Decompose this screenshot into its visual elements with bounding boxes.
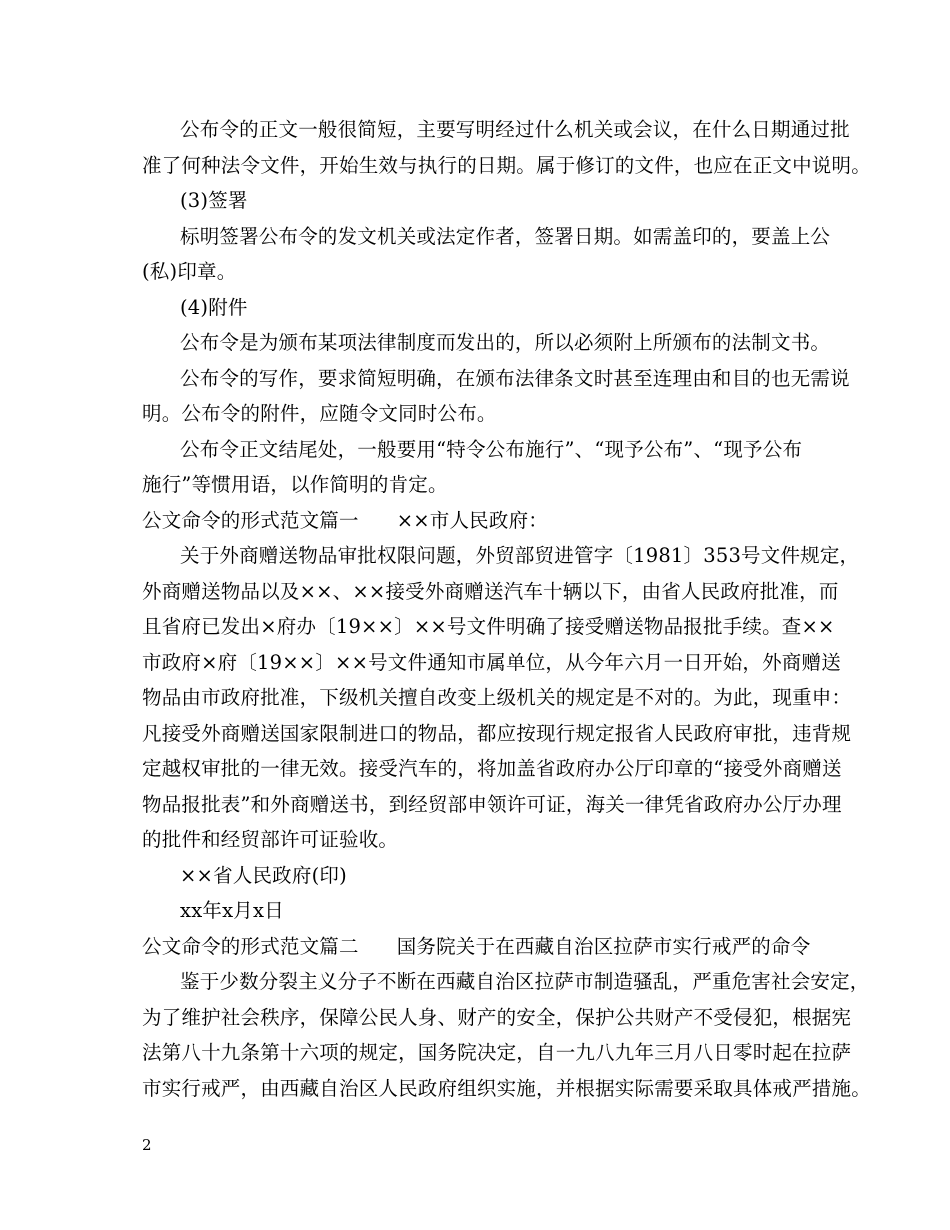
paragraph-line: 公布令的正文一般很简短，主要写明经过什么机关或会议，在什么日期通过批 (180, 118, 850, 141)
paragraph-line: 施行”等惯用语，以作简明的肯定。 (142, 473, 448, 496)
section-title: 国务院关于在西藏自治区拉萨市实行戒严的命令 (396, 934, 811, 958)
section-label: 公文命令的形式范文篇一 (142, 508, 359, 532)
paragraph-line: 明。公布令的附件，应随令文同时公布。 (142, 402, 497, 425)
page-number: 2 (142, 1136, 152, 1154)
paragraph-line: 市政府×府〔19××〕××号文件通知市属单位，从今年六月一日开始，外商赠送 (142, 650, 841, 674)
paragraph-line: 物品报批表”和外商赠送书，到经贸部申领许可证，海关一律凭省政府办公厅办理 (142, 792, 842, 816)
document-body (142, 112, 871, 1106)
paragraph-line: 公布令正文结尾处，一般要用“特令公布施行”、“现予公布”、“现予公布 (180, 437, 803, 461)
section-label: 公文命令的形式范文篇二 (142, 934, 359, 958)
subsection-heading-attachment: (4)附件 (180, 295, 248, 319)
paragraph-line: 市实行戒严，由西藏自治区人民政府组织实施，并根据实际需要采取具体戒严措施。 (142, 1076, 871, 1100)
paragraph-line: 准了何种法令文件，开始生效与执行的日期。属于修订的文件，也应在正文中说明。 (142, 153, 871, 177)
section-heading-2 (142, 929, 820, 965)
paragraph-line: 法第八十九条第十六项的规定，国务院决定，自一九八九年三月八日零时起在拉萨 (142, 1041, 852, 1064)
paragraph-line: 为了维护社会秩序，保障公民人身、财产的安全，保护公共财产不受侵犯，根据宪 (142, 1005, 852, 1029)
paragraph-line: 关于外商赠送物品审批权限问题，外贸部贸进管字〔1981〕353号文件规定， (180, 544, 860, 567)
subsection-heading-signature: (3)签署 (180, 189, 248, 212)
paragraph-line: 物品由市政府批准，下级机关擅自改变上级机关的规定是不对的。为此，现重申： (142, 686, 852, 709)
section-heading-1 (142, 503, 820, 539)
issuer-signature: ××省人民政府(印) (180, 863, 347, 887)
paragraph-line: 定越权审批的一律无效。接受汽车的，将加盖省政府办公厅印章的“接受外商赠送 (142, 757, 842, 780)
paragraph-line: 外商赠送物品以及××、××接受外商赠送汽车十辆以下，由省人民政府批准，而 (142, 579, 839, 603)
paragraph-line: 公布令是为颁布某项法律制度而发出的，所以必须附上所颁布的法制文书。 (180, 331, 831, 354)
issue-date: xx年x月x日 (180, 899, 284, 922)
paragraph-line: 鉴于少数分裂主义分子不断在西藏自治区拉萨市制造骚乱，严重危害社会安定， (180, 970, 870, 993)
paragraph-line: 公布令的写作，要求简短明确，在颁布法律条文时甚至连理由和目的也无需说 (180, 366, 850, 390)
paragraph-line: 且省府已发出×府办〔19××〕××号文件明确了接受赠送物品报批手续。查×× (142, 615, 835, 638)
paragraph-line: (私)印章。 (142, 260, 237, 283)
paragraph-line: 凡接受外商赠送国家限制进口的物品，都应按现行规定报省人民政府审批，违背规 (142, 721, 852, 745)
paragraph-line: 的批件和经贸部许可证验收。 (142, 828, 399, 851)
section-title: ××市人民政府： (396, 508, 548, 532)
paragraph-line: 标明签署公布令的发文机关或法定作者，签署日期。如需盖印的，要盖上公 (180, 224, 831, 248)
